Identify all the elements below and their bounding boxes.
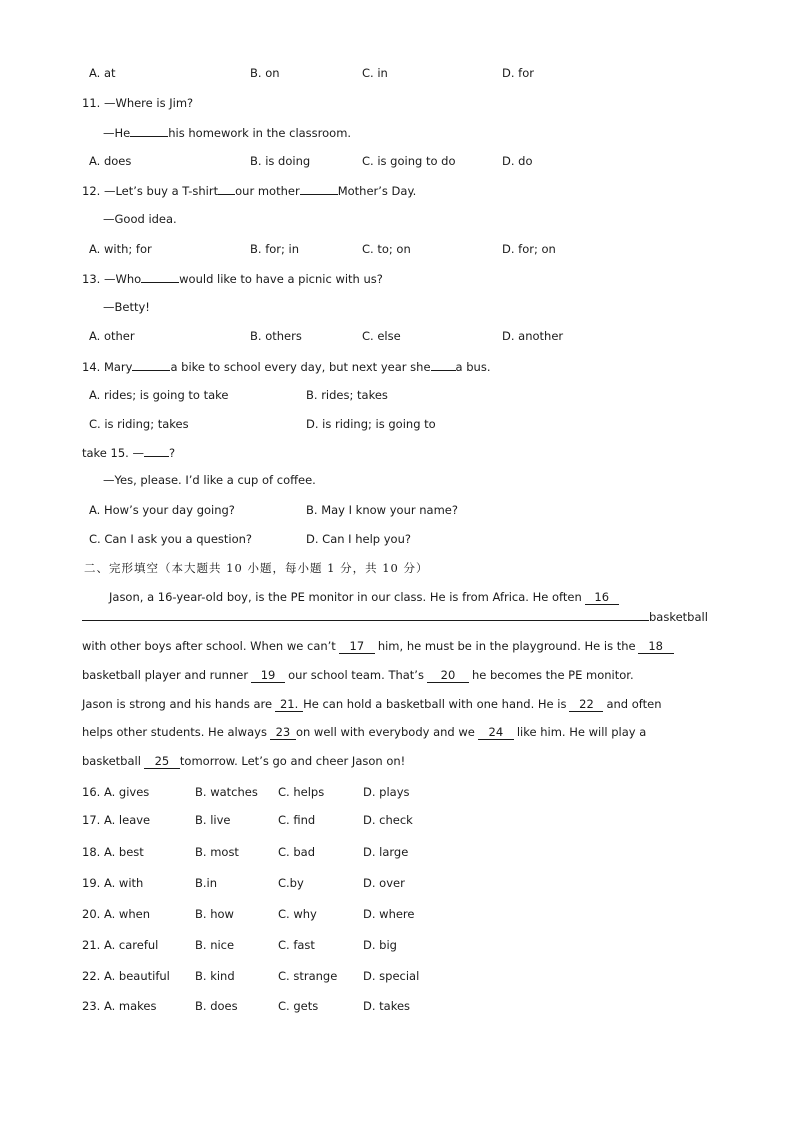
- passage-blank-20: 20: [427, 669, 469, 683]
- q11-option-d: D. do: [502, 154, 533, 168]
- passage-l7-a: basketball: [82, 754, 141, 768]
- cloze-option-b: B.in: [195, 876, 218, 890]
- cloze-option-c: C. strange: [278, 969, 338, 983]
- cloze-option-b: B. most: [195, 845, 239, 859]
- passage-blank-25: 25: [144, 755, 180, 769]
- cloze-option-a: 16. A. gives: [82, 785, 150, 799]
- q15-option-c: C. Can I ask you a question?: [89, 532, 253, 546]
- q14-blank-2: [431, 359, 456, 371]
- cloze-option-d: D. check: [363, 813, 413, 827]
- q11-line2-pre: —He: [103, 126, 131, 140]
- passage-l4-c: he becomes the PE monitor.: [471, 668, 634, 682]
- cloze-option-d: D. plays: [363, 785, 410, 799]
- cloze-option-c: C. fast: [278, 938, 315, 952]
- passage-l5-a: Jason is strong and his hands are: [82, 697, 273, 711]
- passage-line-1: [109, 590, 619, 605]
- q14-option-a: A. rides; is going to take: [89, 388, 229, 402]
- q13-seg2: would like to have a picnic with us?: [179, 272, 383, 286]
- q14-seg3: a bus.: [455, 360, 491, 374]
- cloze-option-d: D. big: [363, 938, 397, 952]
- passage-l6-c: like him. He will play a: [516, 725, 647, 739]
- cloze-option-d: D. special: [363, 969, 420, 983]
- q13-line2: —Betty!: [103, 300, 150, 314]
- q12-option-c: C. to; on: [362, 242, 411, 256]
- cloze-option-d: D. takes: [363, 999, 411, 1013]
- q10-option-d: D. for: [502, 66, 534, 80]
- section-2-heading: 二、完形填空（本大题共 10 小题，每小题 1 分，共 10 分）: [84, 561, 429, 575]
- q15-option-a: A. How’s your day going?: [89, 503, 235, 517]
- cloze-option-a: 23. A. makes: [82, 999, 157, 1013]
- q14-option-d: D. is riding; is going to: [306, 417, 436, 431]
- q13-option-b: B. others: [250, 329, 302, 343]
- q11-line2: [103, 125, 351, 140]
- q13-option-d: D. another: [502, 329, 564, 343]
- passage-blank-24: 24: [478, 726, 514, 740]
- q15-blank: [144, 445, 169, 457]
- passage-l1-text: Jason, a 16-year-old boy, is the PE monitor in our class. He is from Africa. He often: [109, 590, 582, 604]
- cloze-option-a: 17. A. leave: [82, 813, 151, 827]
- passage-l6-a: helps other students. He always: [82, 725, 267, 739]
- cloze-option-c: C. helps: [278, 785, 325, 799]
- q12-blank-2: [300, 183, 338, 195]
- passage-line-7: [82, 754, 405, 769]
- q12-seg2: our mother: [235, 184, 300, 198]
- q10-option-b: B. on: [250, 66, 280, 80]
- passage-blank-21: 21.: [275, 698, 303, 712]
- passage-blank-18: 18: [638, 640, 674, 654]
- q12-option-b: B. for; in: [250, 242, 300, 256]
- cloze-option-b: B. how: [195, 907, 234, 921]
- q15-question: [82, 445, 175, 460]
- cloze-option-b: B. does: [195, 999, 238, 1013]
- cloze-option-a: 22. A. beautiful: [82, 969, 170, 983]
- cloze-option-d: D. large: [363, 845, 409, 859]
- q14-blank-1: [132, 359, 170, 371]
- passage-line-5: [82, 697, 662, 712]
- q15-option-d: D. Can I help you?: [306, 532, 411, 546]
- cloze-option-b: B. watches: [195, 785, 258, 799]
- cloze-option-b: B. nice: [195, 938, 235, 952]
- q15-seg1: take 15. —: [82, 446, 144, 460]
- q11-option-a: A. does: [89, 154, 132, 168]
- q12-line2: —Good idea.: [103, 212, 177, 226]
- q15-option-b: B. May I know your name?: [306, 503, 458, 517]
- passage-l3-b: him, he must be in the playground. He is the: [377, 639, 636, 653]
- q14-option-c: C. is riding; takes: [89, 417, 189, 431]
- q12-seg1: 12. —Let’s buy a T-shirt: [82, 184, 219, 198]
- cloze-option-c: C. why: [278, 907, 317, 921]
- cloze-option-d: D. where: [363, 907, 415, 921]
- passage-long-blank: [82, 609, 649, 621]
- q11-blank: [130, 125, 168, 137]
- cloze-option-b: B. kind: [195, 969, 235, 983]
- passage-line-4: [82, 668, 634, 683]
- cloze-option-d: D. over: [363, 876, 405, 890]
- passage-l3-a: with other boys after school. When we can’t: [82, 639, 336, 653]
- passage-line-6: [82, 725, 646, 740]
- cloze-option-c: C.by: [278, 876, 304, 890]
- passage-l5-c: and often: [606, 697, 662, 711]
- passage-l7-b: tomorrow. Let’s go and cheer Jason on!: [179, 754, 406, 768]
- passage-l2-end: basketball: [649, 610, 708, 624]
- passage-blank-19: 19: [251, 669, 285, 683]
- q15-seg2: ?: [168, 446, 176, 460]
- passage-l6-b: on well with everybody and we: [295, 725, 475, 739]
- cloze-option-a: 19. A. with: [82, 876, 144, 890]
- cloze-option-a: 20. A. when: [82, 907, 150, 921]
- q13-seg1: 13. —Who: [82, 272, 142, 286]
- passage-line-3: [82, 639, 674, 654]
- passage-blank-23: 23: [270, 726, 296, 740]
- cloze-option-c: C. bad: [278, 845, 315, 859]
- q12-option-a: A. with; for: [89, 242, 152, 256]
- q12-option-d: D. for; on: [502, 242, 556, 256]
- q11-option-b: B. is doing: [250, 154, 311, 168]
- q15-line2: —Yes, please. I’d like a cup of coffee.: [103, 473, 316, 487]
- cloze-option-a: 18. A. best: [82, 845, 144, 859]
- q13-option-c: C. else: [362, 329, 401, 343]
- q13-option-a: A. other: [89, 329, 135, 343]
- q10-option-a: A. at: [89, 66, 116, 80]
- q14-option-b: B. rides; takes: [306, 388, 388, 402]
- cloze-option-c: C. gets: [278, 999, 319, 1013]
- passage-line-2: [82, 609, 708, 624]
- q13-blank: [141, 271, 179, 283]
- passage-blank-16: 16: [585, 591, 619, 605]
- q14-seg2: a bike to school every day, but next year she: [170, 360, 431, 374]
- passage-l4-b: our school team. That’s: [288, 668, 424, 682]
- cloze-option-b: B. live: [195, 813, 231, 827]
- q10-option-c: C. in: [362, 66, 388, 80]
- cloze-option-c: C. find: [278, 813, 316, 827]
- passage-l4-a: basketball player and runner: [82, 668, 249, 682]
- q14-seg1: 14. Mary: [82, 360, 133, 374]
- cloze-option-a: 21. A. careful: [82, 938, 159, 952]
- passage-blank-17: 17: [339, 640, 375, 654]
- q12-question: [82, 183, 416, 198]
- q12-seg3: Mother’s Day.: [337, 184, 417, 198]
- q13-question: [82, 271, 383, 286]
- passage-blank-22: 22: [569, 698, 603, 712]
- q11-question: 11. —Where is Jim?: [82, 96, 194, 110]
- q11-option-c: C. is going to do: [362, 154, 456, 168]
- q12-blank-1: [218, 183, 235, 195]
- passage-l5-b: He can hold a basketball with one hand. He is: [303, 697, 567, 711]
- q11-line2-post: his homework in the classroom.: [168, 126, 352, 140]
- q14-question: [82, 359, 490, 374]
